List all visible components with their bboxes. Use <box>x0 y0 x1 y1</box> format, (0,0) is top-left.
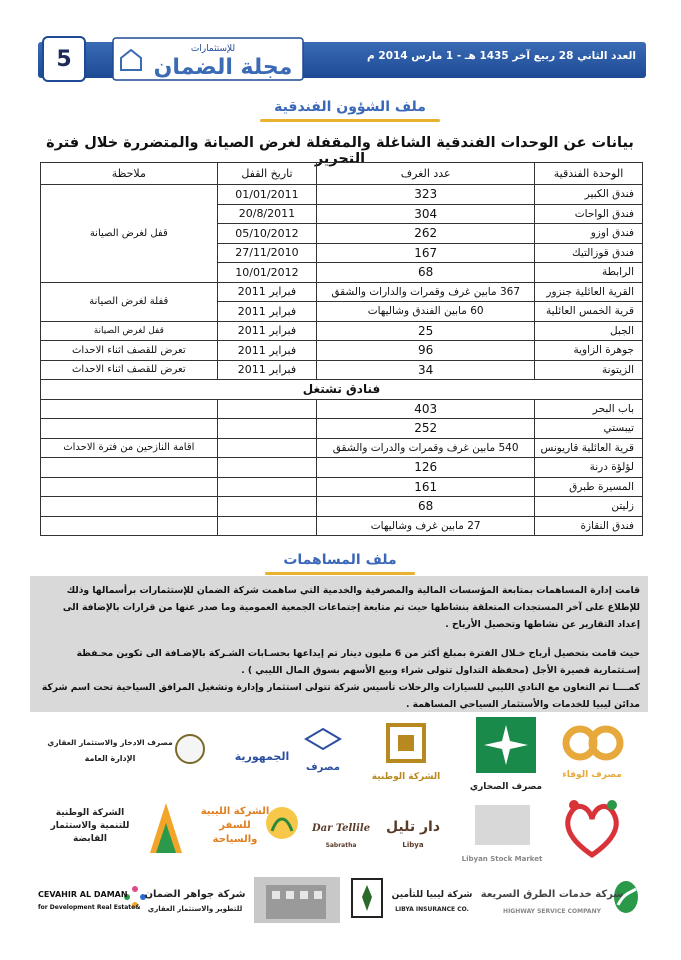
logo-label: CEVAHIR AL DAMAN <box>38 890 128 899</box>
unit-cell: فندق الواحات <box>535 204 643 224</box>
table-row <box>41 399 643 419</box>
note-cell <box>41 419 218 439</box>
unit-cell: الرابطة <box>535 263 643 283</box>
red-green-figure-logo <box>550 795 635 865</box>
logo-label: مصرف الصحاري <box>469 782 543 792</box>
title-swoosh <box>265 572 415 575</box>
note-cell: تعرض للقصف اثناء الاحداث <box>41 341 218 361</box>
rooms-cell: 161 <box>317 477 535 497</box>
col-rooms: عدد الغرف <box>317 163 535 185</box>
note-cell: قفل لغرض الصيانة <box>41 185 218 283</box>
logo-label: Libyan Stock Market <box>461 855 543 863</box>
table-row <box>41 321 643 341</box>
contributions-text <box>30 576 648 712</box>
date-cell <box>217 399 317 419</box>
rooms-cell: 68 <box>317 263 535 283</box>
date-cell <box>217 458 317 478</box>
unit-cell: لؤلؤة درنة <box>535 458 643 478</box>
date-cell: 05/10/2012 <box>217 224 317 244</box>
page-header <box>38 36 646 82</box>
date-cell <box>217 438 317 458</box>
wafa-bank-logo <box>550 715 635 785</box>
rooms-cell: 367 مابين غرف وقمرات والدارات والشقق <box>317 282 535 302</box>
main-title: بيانات عن الوحدات الفندقية الشاغلة والمقفلة لغرض الصيانة والمتضررة خلال فترة التحرير <box>46 135 634 167</box>
note-cell: قفلة لغرض الصيانة <box>41 282 218 321</box>
logo-label: الشركة الليبية للسفر والسياحة <box>200 806 270 845</box>
saving-bank-logo <box>40 725 210 775</box>
note-cell: تعرض للقصف اثناء الاحداث <box>41 360 218 380</box>
unit-cell: فندق اوزو <box>535 224 643 244</box>
note-cell <box>41 458 218 478</box>
rooms-cell: 25 <box>317 321 535 341</box>
logo-label: دار تليل <box>385 819 441 835</box>
unit-cell: المسيرة طبرق <box>535 477 643 497</box>
logo-label: شركة ليبيا للتأمين <box>391 890 473 900</box>
magazine-title: مجلة الضمان <box>153 55 293 80</box>
paragraph: حيث قامت بتحصيل أرباح خـلال الفترة بمبلغ أكثر من 6 مليون دينار تم إيداعها بحسـابات الشـركة بالإضـافة الى تكوين محـفظة إسـتثمارية قصيرة الأجل (محفظة التداول تتولى شراء وبيع الأسهم بسوق المال الليبي ) . <box>76 648 640 676</box>
rooms-cell: 540 مابين غرف وقمرات والدرات والشقق <box>317 438 535 458</box>
libyan-travel-logo <box>200 791 300 867</box>
unit-cell: باب البحر <box>535 399 643 419</box>
date-cell: فبراير 2011 <box>217 302 317 322</box>
national-company-logo <box>350 723 462 789</box>
col-unit: الوحدة الفندقية <box>535 163 643 185</box>
date-cell <box>217 419 317 439</box>
logo-sub: Sabratha <box>325 842 357 849</box>
note-cell <box>41 399 218 419</box>
col-date: تاريخ القفل <box>217 163 317 185</box>
unit-cell: فندق الكبير <box>535 185 643 205</box>
rooms-cell: 252 <box>317 419 535 439</box>
logo-label: الشركة الوطنية للتنمية والاستثمار القابضة <box>50 808 130 844</box>
note-cell: اقامة النازحين من فترة الاحداث <box>41 438 218 458</box>
date-cell <box>217 477 317 497</box>
logo-sub: للتطوير والاستثمار العقاري <box>147 905 243 913</box>
rooms-cell: 262 <box>317 224 535 244</box>
operating-header-row <box>41 380 643 400</box>
date-cell: فبراير 2011 <box>217 282 317 302</box>
logo-label: شركة خدمات الطرق السريعة <box>480 889 624 900</box>
dar-tellile-libya-logo <box>370 797 456 861</box>
date-cell: 20/8/2011 <box>217 204 317 224</box>
rooms-cell: 34 <box>317 360 535 380</box>
unit-cell: القرية العائلية جنزور <box>535 282 643 302</box>
table-row <box>41 360 643 380</box>
highway-service-logo <box>480 875 640 925</box>
hotel-section-title-text: ملف الشؤون الفندقية <box>274 99 426 115</box>
issue-line: العدد الثاني 28 ربيع آخر 1435 هـ - 1 مارس 2014 م <box>367 50 636 62</box>
paragraph: قامت إدارة المساهمات بمتابعة المؤسسات المالية والمصرفية والخدمية التي ساهمت شركة الضمان للإستثمارات برأسمالها وذلك للإطلاع على آخر المستجدات المتعلقة بنشاطها حيث تم متابعة إجتماعات الجمعية العمومية وما صدر عنها من قرارات بالإضافة الى إعداد التقارير عن نشاطها وتحصيل الأرباح . <box>62 585 640 630</box>
national-investment-logo <box>40 793 190 865</box>
date-cell: فبراير 2011 <box>217 321 317 341</box>
rooms-cell: 96 <box>317 341 535 361</box>
masraf-logo <box>298 725 348 785</box>
partner-logos <box>30 715 650 925</box>
logo-label: مصرف الادخار والاستثمار العقاري <box>47 738 173 747</box>
magazine-logo <box>113 36 303 82</box>
rooms-cell: 60 مابين الفندق وشاليهات <box>317 302 535 322</box>
table-row <box>41 438 643 458</box>
col-note: ملاحظة <box>41 163 218 185</box>
logo-label: الجمهورية <box>234 750 290 763</box>
unit-cell: قرية الخمس العائلية <box>535 302 643 322</box>
table-row <box>41 497 643 517</box>
date-cell: 01/01/2011 <box>217 185 317 205</box>
rooms-cell: 403 <box>317 399 535 419</box>
cevahir-logo <box>36 875 141 925</box>
title-swoosh <box>260 119 440 122</box>
unit-cell: فندق النقازة <box>535 516 643 536</box>
unit-cell: فندق قوزالتيك <box>535 243 643 263</box>
logo-sub: الإدارة العامة <box>84 754 136 763</box>
rooms-cell: 126 <box>317 458 535 478</box>
note-cell <box>41 477 218 497</box>
contributions-section-title-text: ملف المساهمات <box>283 552 397 568</box>
logo-label: مصرف <box>306 762 340 773</box>
operating-header: فنادق تشتغل <box>41 380 643 400</box>
date-cell <box>217 497 317 517</box>
unit-cell: قرية العائلية قاريونس <box>535 438 643 458</box>
table-row <box>41 419 643 439</box>
note-cell <box>41 516 218 536</box>
page-number-text: 5 <box>56 46 72 72</box>
hotel-section-title <box>250 99 450 115</box>
logo-label: الشركة الوطنية <box>371 772 441 782</box>
page-number <box>42 36 86 82</box>
unit-cell: تيبستي <box>535 419 643 439</box>
jumhouria-bank-logo <box>228 735 296 775</box>
table-row <box>41 185 643 205</box>
table-header-row <box>41 163 643 185</box>
paragraph: كمــــا تم التعاون مع النادي الليبي للسيارات والرحلات تأسيس شركة تتولى استثمار وإدارة وتشغيل المرافق السياحية تحت اسم شركة مدائن ليبيا للخدمات والأستثمار السياحي المساهمة . <box>41 682 640 710</box>
contributions-section-title <box>255 552 425 568</box>
dar-tellile-sabratha-logo <box>308 797 374 861</box>
rooms-cell: 323 <box>317 185 535 205</box>
rooms-cell: 27 مابين غرف وشاليهات <box>317 516 535 536</box>
table-row <box>41 341 643 361</box>
date-cell: فبراير 2011 <box>217 341 317 361</box>
unit-cell: زليتن <box>535 497 643 517</box>
table-row <box>41 477 643 497</box>
libya-insurance-logo <box>350 875 480 925</box>
date-cell: 10/01/2012 <box>217 263 317 283</box>
rooms-cell: 167 <box>317 243 535 263</box>
table-row <box>41 282 643 302</box>
magazine-small: للإستثمارات <box>190 44 236 54</box>
unit-cell: الزيتونة <box>535 360 643 380</box>
logo-sub: Libya <box>402 841 424 849</box>
hotel-table <box>40 162 643 536</box>
logo-label: Dar Tellile <box>311 823 371 834</box>
building-photo <box>252 873 342 927</box>
table-row <box>41 458 643 478</box>
unit-cell: جوهرة الزاوية <box>535 341 643 361</box>
date-cell: فبراير 2011 <box>217 360 317 380</box>
logo-sub: for Development Real Estate& <box>38 904 141 911</box>
unit-cell: الجبل <box>535 321 643 341</box>
logo-label: مصرف الوفاء <box>562 770 622 780</box>
date-cell: 27/11/2010 <box>217 243 317 263</box>
rooms-cell: 304 <box>317 204 535 224</box>
table-row <box>41 516 643 536</box>
rooms-cell: 68 <box>317 497 535 517</box>
note-cell: قفل لغرض الصيانة <box>41 321 218 341</box>
logo-sub: HIGHWAY SERVICE COMPANY <box>503 908 601 915</box>
stock-market-logo <box>460 797 545 867</box>
date-cell <box>217 516 317 536</box>
sahary-bank-logo <box>470 715 542 795</box>
logo-label: شركة جواهر الضمان <box>144 889 246 900</box>
logo-sub: LIBYA INSURANCE CO. <box>395 906 469 913</box>
jawaher-aldaman-logo <box>125 875 250 925</box>
note-cell <box>41 497 218 517</box>
